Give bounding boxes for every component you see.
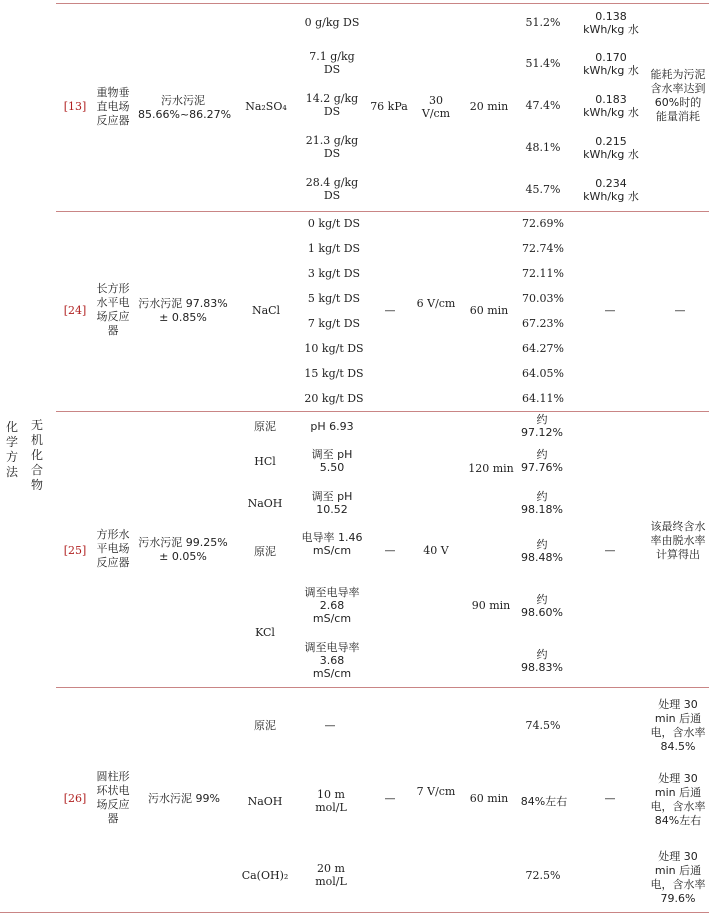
pressure-26: —: [384, 792, 396, 805]
dose-26-0: —: [324, 719, 336, 732]
additive-26-2: Ca(OH)₂: [241, 869, 289, 882]
moisture-24-5: 64.27%: [522, 342, 564, 355]
cond-25-5: 调至电导率 3.68 mS/cm: [304, 641, 360, 680]
cond-25-4: 调至电导率 2.68 mS/cm: [304, 586, 360, 625]
energy-25: —: [604, 544, 616, 557]
time-25-b: 90 min: [471, 599, 511, 612]
dose-26-1: 10 m mol/L: [315, 788, 347, 814]
dose-13-3: 21.3 g/kg DS: [305, 134, 359, 160]
moisture-24-3: 70.03%: [522, 292, 564, 305]
cond-25-1: 调至 pH 5.50: [311, 448, 353, 474]
dose-24-5: 10 kg/t DS: [304, 342, 364, 355]
pressure-24: —: [384, 304, 396, 317]
moisture-25-5: 约 98.83%: [521, 648, 563, 674]
moisture-13-0: 51.2%: [525, 16, 561, 29]
cond-25-2: 调至 pH 10.52: [311, 490, 353, 516]
energy-26: —: [604, 792, 616, 805]
additive-26-0: 原泥: [254, 719, 276, 732]
sludge-25: 污水污泥 99.25% ± 0.05%: [138, 536, 228, 563]
ref-24: [24]: [63, 304, 87, 317]
moisture-26-1: 84%左右: [520, 795, 568, 808]
field-13: 30 V/cm: [421, 94, 451, 120]
moisture-25-3: 约 98.48%: [521, 538, 563, 564]
reactor-13: 重物垂直电场反应器: [96, 86, 130, 127]
note-26-1: 处理 30 min 后通电，含水率 84%左右: [650, 772, 706, 827]
dose-13-4: 28.4 g/kg DS: [305, 176, 359, 202]
energy-13-4: 0.234 kWh/kg 水: [583, 177, 639, 203]
dose-24-4: 7 kg/t DS: [307, 317, 361, 330]
rule-group-13-24: [56, 211, 709, 212]
ref-26: [26]: [63, 792, 87, 805]
rule-group-25-26: [56, 687, 709, 688]
cond-25-0: pH 6.93: [310, 420, 354, 433]
dose-24-1: 1 kg/t DS: [307, 242, 361, 255]
reactor-25: 方形水平电场反应器: [96, 528, 130, 569]
moisture-24-7: 64.11%: [522, 392, 564, 405]
field-26: 7 V/cm: [416, 785, 456, 798]
additive-13: Na₂SO₄: [245, 100, 287, 113]
additive-25-4: KCl: [255, 626, 275, 639]
energy-13-3: 0.215 kWh/kg 水: [583, 135, 639, 161]
dose-26-2: 20 m mol/L: [315, 862, 347, 888]
pressure-25: —: [384, 544, 396, 557]
rule-bottom: [0, 912, 709, 913]
dose-13-1: 7.1 g/kg DS: [309, 50, 355, 76]
additive-25-0: 原泥: [254, 420, 276, 433]
cond-25-3: 电导率 1.46 mS/cm: [301, 531, 363, 557]
additive-26-1: NaOH: [247, 795, 283, 808]
moisture-25-4: 约 98.60%: [521, 593, 563, 619]
dose-24-6: 15 kg/t DS: [304, 367, 364, 380]
note-26-2: 处理 30 min 后通电，含水率 79.6%: [650, 850, 706, 905]
field-24: 6 V/cm: [416, 297, 456, 310]
note-25: 该最终含水率由脱水率计算得出: [650, 520, 706, 561]
additive-25-3: 原泥: [254, 545, 276, 558]
note-24: —: [674, 304, 686, 317]
ref-13: [13]: [63, 100, 87, 113]
rule-group-24-25: [56, 411, 709, 412]
moisture-24-1: 72.74%: [522, 242, 564, 255]
moisture-13-4: 45.7%: [525, 183, 561, 196]
moisture-25-2: 约 98.18%: [521, 490, 563, 516]
moisture-25-1: 约 97.76%: [521, 448, 563, 474]
sludge-24: 污水污泥 97.83% ± 0.85%: [138, 297, 228, 324]
time-24: 60 min: [469, 304, 509, 317]
dose-24-7: 20 kg/t DS: [304, 392, 364, 405]
moisture-25-0: 约 97.12%: [521, 413, 563, 439]
reactor-26: 圆柱形环状电场反应器: [96, 770, 130, 825]
dose-13-0: 0 g/kg DS: [304, 16, 360, 29]
note-13: 能耗为污泥含水率达到 60%时的能量消耗: [650, 68, 706, 123]
dose-24-0: 0 kg/t DS: [307, 217, 361, 230]
dose-24-3: 5 kg/t DS: [307, 292, 361, 305]
energy-13-2: 0.183 kWh/kg 水: [583, 93, 639, 119]
moisture-24-0: 72.69%: [522, 217, 564, 230]
additive-25-2: NaOH: [247, 497, 283, 510]
additive-25-1: HCl: [254, 455, 276, 468]
moisture-13-3: 48.1%: [525, 141, 561, 154]
moisture-26-0: 74.5%: [525, 719, 561, 732]
energy-13-1: 0.170 kWh/kg 水: [583, 51, 639, 77]
moisture-13-2: 47.4%: [525, 99, 561, 112]
category-sub: 无机化合物: [31, 418, 44, 492]
moisture-13-1: 51.4%: [525, 57, 561, 70]
additive-24: NaCl: [251, 304, 281, 317]
dose-13-2: 14.2 g/kg DS: [305, 92, 359, 118]
energy-24: —: [604, 304, 616, 317]
moisture-24-2: 72.11%: [522, 267, 564, 280]
dose-24-2: 3 kg/t DS: [307, 267, 361, 280]
field-25: 40 V: [423, 544, 449, 557]
note-26-0: 处理 30 min 后通电，含水率 84.5%: [650, 698, 706, 753]
pressure-13: 76 kPa: [370, 100, 408, 113]
category-main: 化学方法: [6, 420, 19, 479]
ref-25: [25]: [63, 544, 87, 557]
time-26: 60 min: [469, 792, 509, 805]
sludge-26: 污水污泥 99%: [148, 792, 220, 805]
energy-13-0: 0.138 kWh/kg 水: [583, 10, 639, 36]
moisture-24-6: 64.05%: [522, 367, 564, 380]
reactor-24: 长方形水平电场反应器: [96, 282, 130, 337]
time-13: 20 min: [469, 100, 509, 113]
time-25-a: 120 min: [468, 462, 514, 475]
sludge-13: 污水污泥 85.66%~86.27%: [138, 94, 232, 121]
moisture-24-4: 67.23%: [522, 317, 564, 330]
moisture-26-2: 72.5%: [525, 869, 561, 882]
rule-top: [56, 3, 709, 4]
